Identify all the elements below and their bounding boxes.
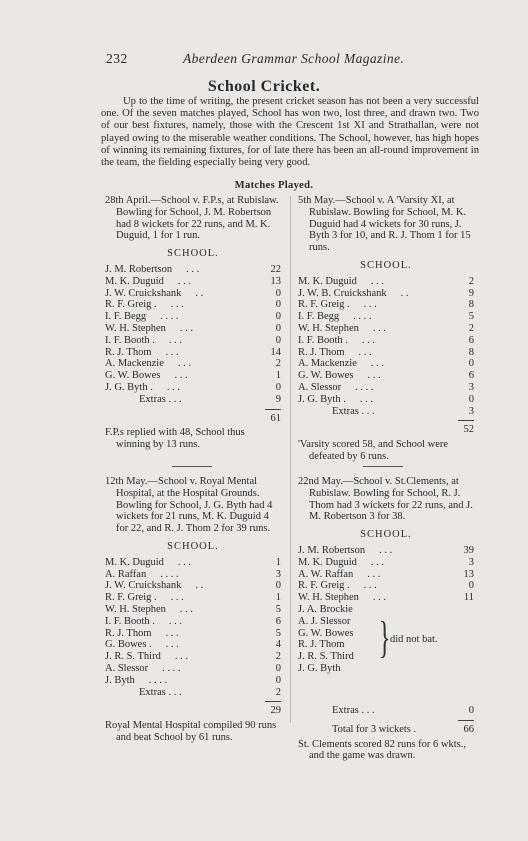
dot-leader: . . . — [370, 358, 385, 370]
magazine-title: Aberdeen Grammar School Magazine. — [183, 51, 405, 66]
did-not-bat-block — [298, 604, 474, 675]
batsman-row — [105, 604, 281, 616]
batsman-runs: 0 — [275, 299, 281, 311]
total-runs: 61 — [270, 412, 281, 424]
match-description: 12th May.—School v. Royal Mental Hospital, at the Hospital Grounds. Bowling for School, J. G. Byth had 4 wickets for 21 runs, M. K. Duguid 4 for 22, and R. J. Thom 2 for 39 runs. — [105, 476, 273, 535]
did-not-bat-name: J. A. Brockie — [298, 603, 353, 615]
dot-leader: . . . — [370, 556, 385, 568]
total-rule — [265, 409, 281, 410]
batsman-runs: 4 — [275, 639, 281, 651]
extras-label: Extras — [332, 405, 359, 417]
dot-leader: . . . . — [353, 311, 372, 323]
dot-leader: . . . — [165, 346, 179, 358]
match-result: St. Clements scored 82 runs for 6 wkts., and the game was drawn. — [298, 738, 466, 762]
batsman-row — [298, 323, 474, 335]
did-not-bat-name: J. R. S. Third — [298, 651, 354, 663]
batsman-runs: 9 — [468, 287, 474, 299]
match-description: 28th April.—School v. F.P.s, at Rubislaw. Bowling for School, J. M. Robertson had 8 wickets for 22 runs, and M. K. Duguid, 1 for 1 run. — [105, 195, 279, 242]
batsman-row — [105, 335, 281, 347]
dot-leader: . . . . — [160, 568, 179, 580]
batsman-name: A. Raffan — [105, 568, 147, 580]
batsman-name: A. Mackenzie — [105, 358, 164, 370]
batsman-name: W. H. Stephen — [298, 592, 359, 604]
batsman-runs: 22 — [270, 263, 281, 275]
batsman-row — [105, 347, 281, 359]
dot-leader: . . . — [177, 358, 192, 370]
extras-label: Extras — [332, 704, 359, 716]
separator-left — [172, 466, 212, 467]
batsman-row — [298, 394, 474, 406]
batsman-runs: 14 — [270, 346, 281, 358]
dot-leader: . . . — [363, 299, 377, 311]
batsman-runs: 2 — [275, 651, 281, 663]
team-heading: SCHOOL. — [167, 540, 219, 552]
batsman-runs: 3 — [468, 381, 474, 393]
dot-leader: . . . . — [162, 662, 181, 674]
total-label: Total for 3 wickets — [332, 723, 411, 735]
match-result: F.P.s replied with 48, School thus winning by 13 runs. — [105, 427, 245, 451]
batsman-name: M. K. Duguid — [105, 275, 164, 287]
batsman-row — [105, 663, 281, 675]
dot-leader: . . . — [358, 346, 372, 358]
total-line — [298, 724, 474, 736]
batsman-row — [298, 311, 474, 323]
batsman-runs: 0 — [468, 393, 474, 405]
extras-leader: . . . — [168, 686, 182, 698]
dot-leader: . . . — [170, 299, 184, 311]
extras-leader: . . . — [168, 393, 182, 405]
batsman-row — [298, 557, 474, 569]
total-leader: . — [413, 723, 417, 735]
batsman-name: R. F. Greig . — [298, 580, 350, 592]
batsman-name: A. Slessor — [298, 381, 342, 393]
batsman-runs: 0 — [275, 334, 281, 346]
team-heading: SCHOOL. — [360, 529, 412, 541]
batsman-runs: 0 — [275, 287, 281, 299]
dot-leader: . . . — [177, 275, 192, 287]
batsman-runs: 39 — [463, 544, 474, 556]
batsman-name: G. W. Bowes — [298, 370, 354, 382]
batsman-name: J. G. Byth . — [298, 393, 346, 405]
total-runs: 52 — [463, 424, 474, 436]
batsman-row — [105, 569, 281, 581]
batsman-name: R. F. Greig . — [105, 299, 157, 311]
dot-leader: . . . — [186, 263, 200, 275]
batsman-runs: 11 — [463, 592, 474, 604]
batsman-row — [298, 370, 474, 382]
team-heading: SCHOOL. — [167, 248, 219, 260]
batsman-runs: 0 — [468, 580, 474, 592]
did-not-bat-name: J. G. Byth — [298, 662, 341, 674]
dot-leader: . . . . — [160, 311, 179, 323]
extras-leader: . . . — [361, 405, 375, 417]
did-not-bat-name: R. J. Thom — [298, 639, 345, 651]
batsman-runs: 1 — [275, 592, 281, 604]
batsman-name: W. H. Stephen — [105, 322, 166, 334]
batsman-row — [105, 299, 281, 311]
batsman-row — [105, 639, 281, 651]
batsman-name: R. F. Greig . — [298, 299, 350, 311]
batsman-runs: 2 — [275, 358, 281, 370]
batsman-row — [298, 569, 474, 581]
match-result: 'Varsity scored 58, and School were defeated by 6 runs. — [298, 439, 449, 462]
batsman-name: J. W. Cruickshank — [105, 580, 182, 592]
batsman-runs: 5 — [275, 627, 281, 639]
batsman-row — [105, 288, 281, 300]
dot-leader: . . . — [170, 592, 184, 604]
batsman-row — [298, 299, 474, 311]
batting-list — [298, 276, 474, 406]
total-rule — [265, 701, 281, 702]
dot-leader: . . — [195, 580, 204, 592]
batsman-runs: 0 — [275, 322, 281, 334]
batsman-runs: 3 — [275, 568, 281, 580]
brace: } — [378, 612, 391, 662]
dot-leader: . . . — [179, 322, 193, 334]
separator-right — [363, 466, 403, 467]
batsman-row — [298, 288, 474, 300]
extras-label: Extras — [139, 686, 166, 698]
batsman-name: I. F. Begg — [298, 311, 340, 323]
batsman-runs: 1 — [275, 556, 281, 568]
batsman-row — [105, 616, 281, 628]
batsman-runs: 1 — [275, 370, 281, 382]
batsman-row — [105, 557, 281, 569]
extras-line — [298, 406, 474, 418]
dot-leader: . . . — [165, 627, 179, 639]
batsman-runs: 2 — [468, 275, 474, 287]
batsman-name: J. M. Robertson — [105, 263, 173, 275]
batsman-row — [298, 545, 474, 557]
batsman-name: I. F. Booth . — [298, 334, 348, 346]
team-heading: SCHOOL. — [360, 259, 412, 271]
batsman-row — [105, 311, 281, 323]
batsman-runs: 0 — [275, 662, 281, 674]
batsman-row — [105, 592, 281, 604]
match-report-4 — [298, 476, 474, 762]
extras-runs: 9 — [275, 393, 281, 405]
batsman-name: R. J. Thom — [298, 346, 345, 358]
batsman-row — [105, 580, 281, 592]
batting-list — [298, 545, 474, 604]
batsman-runs: 6 — [275, 615, 281, 627]
batsman-name: G. W. Bowes — [105, 370, 161, 382]
total-rule — [458, 420, 474, 421]
batsman-runs: 5 — [275, 603, 281, 615]
batsman-name: M. K. Duguid — [298, 556, 357, 568]
dot-leader: . . . — [168, 615, 183, 627]
dot-leader: . . . — [367, 568, 381, 580]
batsman-runs: 3 — [468, 556, 474, 568]
batting-list — [105, 557, 281, 687]
batsman-name: A. W. Raffan — [298, 568, 354, 580]
batsman-name: I. F. Booth . — [105, 615, 155, 627]
batsman-name: R. F. Greig . — [105, 592, 157, 604]
batsman-name: J. Byth — [105, 674, 135, 686]
dot-leader: . . . — [372, 592, 386, 604]
dot-leader: . . . — [177, 556, 192, 568]
match-description: 5th May.—School v. A 'Varsity XI, at Rubislaw. Bowling for School, M. K. Duguid had 4 wickets for 30 runs, J. Byth 3 for 10, and R. J. Thom 1 for 15 runs. — [298, 195, 471, 254]
batsman-runs: 5 — [468, 311, 474, 323]
batsman-name: J. M. Robertson — [298, 544, 366, 556]
extras-runs: 0 — [468, 704, 474, 716]
dot-leader: . . . — [179, 603, 193, 615]
batsman-runs: 0 — [275, 580, 281, 592]
batsman-row — [298, 276, 474, 288]
batsman-row — [105, 651, 281, 663]
did-not-bat-name: G. W. Bowes — [298, 627, 354, 639]
batsman-runs: 0 — [468, 358, 474, 370]
did-not-bat-name: A. J. Slessor — [298, 615, 351, 627]
batsman-name: W. H. Stephen — [105, 603, 166, 615]
batsman-name: A. Mackenzie — [298, 358, 357, 370]
total-runs: 66 — [463, 723, 474, 735]
dot-leader: . . . — [372, 322, 386, 334]
batsman-row — [105, 675, 281, 687]
extras-line — [105, 687, 281, 699]
dot-leader: . . . — [165, 639, 179, 651]
batsman-name: G. Bowes . — [105, 639, 152, 651]
batsman-runs: 8 — [468, 299, 474, 311]
match-report-3 — [105, 476, 281, 744]
batsman-name: I. F. Begg — [105, 311, 147, 323]
dot-leader: . . . — [370, 275, 385, 287]
batsman-name: J. R. S. Third — [105, 651, 161, 663]
batsman-name: J. W. B. Cruickshank — [298, 287, 387, 299]
extras-line — [105, 394, 281, 406]
dot-leader: . . . . — [355, 381, 374, 393]
batsman-runs: 0 — [275, 311, 281, 323]
extras-runs: 3 — [468, 405, 474, 417]
batsman-row — [298, 592, 474, 604]
batsman-row — [105, 382, 281, 394]
dot-leader: . . . — [361, 334, 376, 346]
extras-label: Extras — [139, 393, 166, 405]
match-description: 22nd May.—School v. St.Clements, at Rubislaw. Bowling for School, R. J. Thom had 3 wickets for 22 runs, and J. M. Robertson 3 for 38. — [298, 476, 473, 523]
dot-leader: . . . . — [148, 674, 168, 686]
batsman-name: W. H. Stephen — [298, 322, 359, 334]
batsman-row — [105, 370, 281, 382]
batsman-row — [105, 358, 281, 370]
batsman-name: M. K. Duguid — [298, 275, 357, 287]
batsman-row — [298, 580, 474, 592]
batsman-runs: 6 — [468, 334, 474, 346]
dot-leader: . . . — [166, 381, 180, 393]
batsman-name: J. G. Byth . — [105, 381, 153, 393]
dot-leader: . . — [400, 287, 409, 299]
batsman-row — [105, 264, 281, 276]
batsman-row — [298, 358, 474, 370]
batsman-name: J. W. Cruickshank — [105, 287, 182, 299]
batsman-row — [298, 347, 474, 359]
batsman-name: R. J. Thom — [105, 627, 152, 639]
dot-leader: . . . — [174, 651, 188, 663]
article-title: School Cricket. — [207, 78, 321, 95]
extras-leader: . . . — [361, 704, 375, 716]
extras-line — [298, 705, 474, 717]
match-report-2 — [298, 195, 474, 463]
total-runs: 29 — [270, 705, 281, 717]
match-report-1 — [105, 195, 281, 451]
dot-leader: . . . — [367, 370, 381, 382]
matches-heading: Matches Played. — [234, 180, 314, 191]
batsman-runs: 6 — [468, 370, 474, 382]
dot-leader: . . . — [379, 544, 393, 556]
batsman-name: M. K. Duguid — [105, 556, 164, 568]
batting-list — [105, 264, 281, 394]
batsman-runs: 8 — [468, 346, 474, 358]
batsman-name: A. Slessor — [105, 662, 149, 674]
batsman-row — [105, 628, 281, 640]
match-result: Royal Mental Hospital compiled 90 runs and beat School by 61 runs. — [105, 720, 277, 743]
batsman-runs: 13 — [463, 568, 474, 580]
batsman-runs: 0 — [275, 381, 281, 393]
batsman-runs: 13 — [270, 275, 281, 287]
batsman-name: I. F. Booth . — [105, 334, 155, 346]
batsman-row — [105, 323, 281, 335]
dot-leader: . . . — [359, 393, 373, 405]
batsman-row — [105, 276, 281, 288]
batsman-runs: 2 — [468, 322, 474, 334]
dot-leader: . . — [195, 287, 204, 299]
dot-leader: . . . — [174, 370, 188, 382]
column-divider — [290, 196, 291, 723]
batsman-row — [298, 335, 474, 347]
did-not-bat-label: did not bat. — [390, 633, 438, 645]
batsman-row — [298, 382, 474, 394]
total-rule — [458, 720, 474, 721]
article-intro: Up to the time of writing, the present cricket season has not been a very successful one. Of the seven matches played, School has won two, lost three, and drawn two. Two of our best fixtures, namely, those with the Crescent 1st XI and Strathallan, were not played owing to the miserable weather conditions. The School, however, has high hopes of winning its remaining fixtures, for of late there has been an all-round improvement in the team, the fielding especially being very good. — [101, 96, 479, 169]
batsman-name: R. J. Thom — [105, 346, 152, 358]
dot-leader: . . . — [363, 580, 377, 592]
batsman-runs: 0 — [275, 674, 281, 686]
dot-leader: . . . — [168, 334, 183, 346]
page-number: 232 — [106, 51, 128, 66]
extras-runs: 2 — [275, 686, 281, 698]
